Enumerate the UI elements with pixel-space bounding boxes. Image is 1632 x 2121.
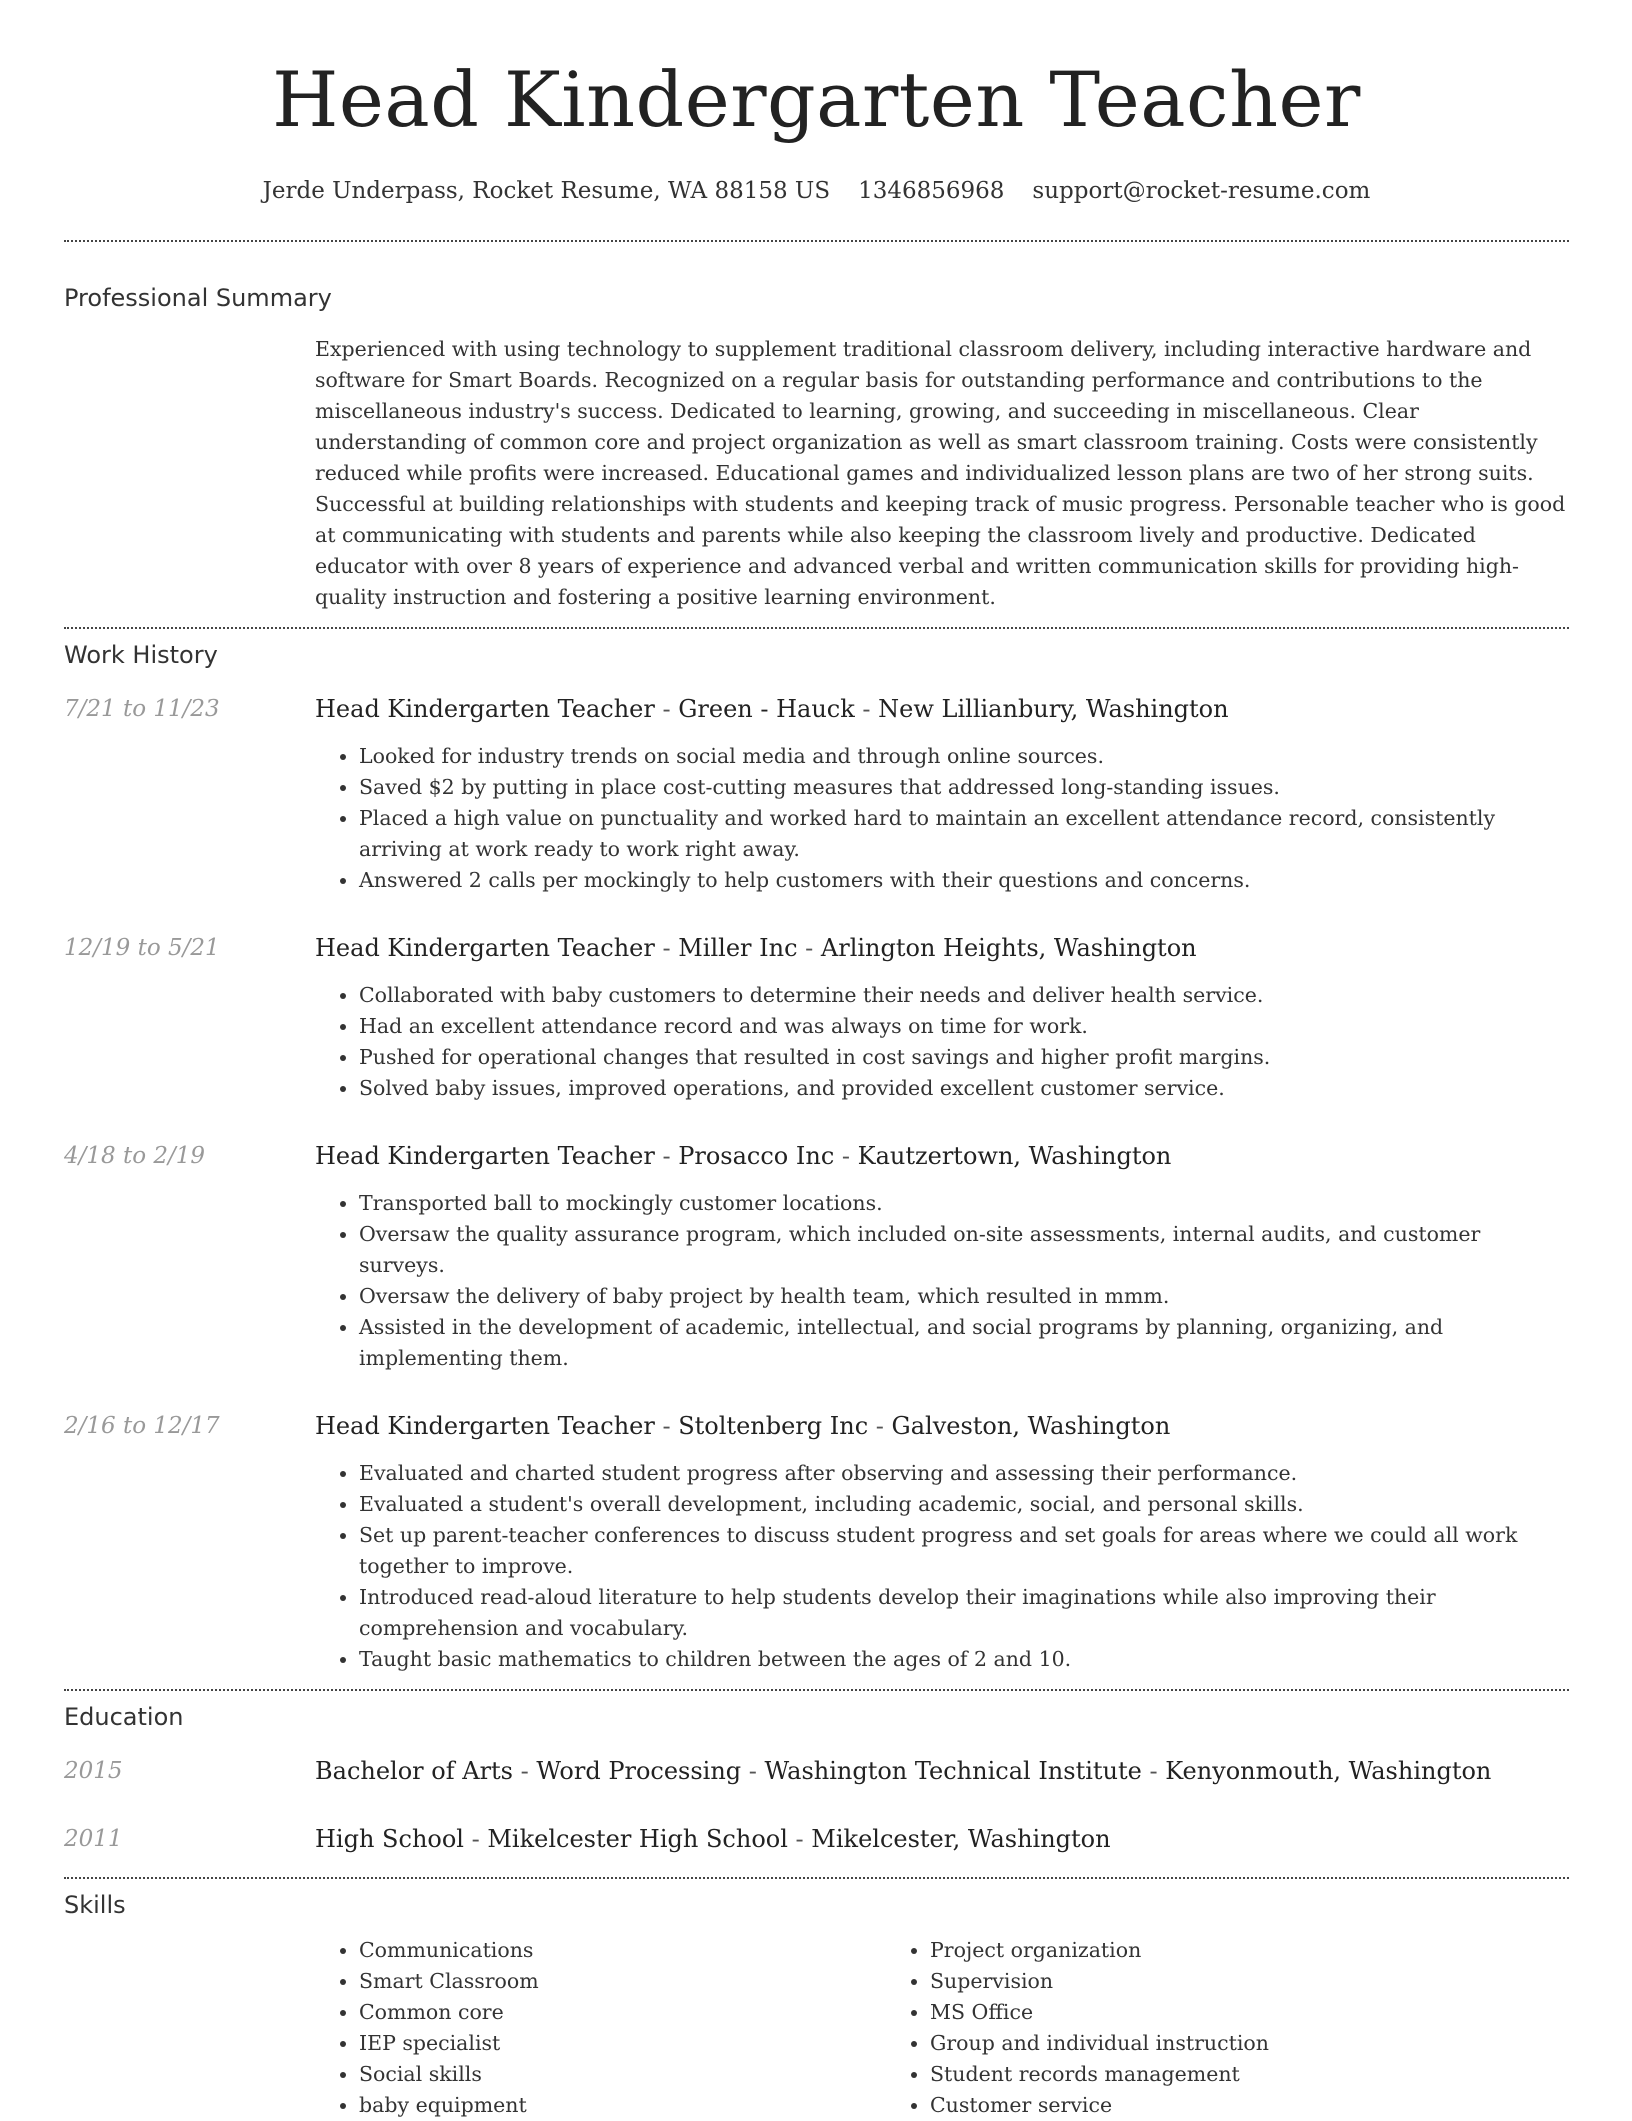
job-location: Kautzertown, Washington xyxy=(857,1142,1172,1170)
list-item: • Pushed for operational changes that resulted in cost savings and higher profit margins. xyxy=(359,1042,1569,1073)
job-entry xyxy=(64,1410,1569,1675)
job-title-line: Head Kindergarten Teacher - Stoltenberg Inc - Galveston, Washington xyxy=(315,1412,1171,1440)
job-title-line: Head Kindergarten Teacher - Prosacco Inc - Kautzertown, Washington xyxy=(315,1142,1172,1170)
list-item: • Introduced read-aloud literature to help students develop their imaginations while also improving their comprehension and vocabulary. xyxy=(359,1582,1569,1644)
education-year: 2015 xyxy=(64,1758,123,1784)
skill-item: • Group and individual instruction xyxy=(930,2028,1457,2059)
skills-list-left xyxy=(315,1935,886,2121)
summary-text: Experienced with using technology to supplement traditional classroom delivery, including interactive hardware and software for Smart Boards. Recognized on a regular basis for outstanding performance and contributions to the miscellaneous industry's success. Dedicated to learning, growing, and succeeding in miscellaneous. Clear understanding of common core and project organization as well as smart classroom training. Costs were consistently reduced while profits were increased. Educational games and individualized lesson plans are two of her strong suits. Successful at building relationships with students and keeping track of music progress. Personable teacher who is good at communicating with students and parents while also keeping the classroom lively and productive. Dedicated educator with over 8 years of experience and advanced verbal and written communication skills for providing high-quality instruction and fostering a positive learning environment. xyxy=(315,337,1566,609)
education-degree: Bachelor of Arts xyxy=(315,1757,513,1785)
education-field: Word Processing xyxy=(536,1757,742,1785)
education-location: Mikelcester, Washington xyxy=(811,1825,1111,1853)
list-item: • Evaluated and charted student progress after observing and assessing their performance. xyxy=(359,1458,1569,1489)
skill-item: • Smart Classroom xyxy=(359,1966,886,1997)
contact-info xyxy=(64,178,1569,204)
list-item: • Answered 2 calls per mockingly to help customers with their questions and concerns. xyxy=(359,865,1569,896)
list-item: • Looked for industry trends on social media and through online sources. xyxy=(359,741,1569,772)
skill-item: • Social skills xyxy=(359,2059,886,2090)
skill-item: • Customer service xyxy=(930,2090,1457,2121)
job-bullets xyxy=(315,1188,1569,1374)
skill-item: • Common core xyxy=(359,1997,886,2028)
skills-list-right xyxy=(886,1935,1457,2121)
education-year: 2011 xyxy=(64,1826,123,1852)
list-item: • Solved baby issues, improved operations, and provided excellent customer service. xyxy=(359,1073,1569,1104)
resume-name-title: Head Kindergarten Teacher xyxy=(272,55,1361,144)
list-item: • Taught basic mathematics to children between the ages of 2 and 10. xyxy=(359,1644,1569,1675)
skill-item: • MS Office xyxy=(930,1997,1457,2028)
job-bullets xyxy=(315,980,1569,1104)
list-item: • Set up parent-teacher conferences to discuss student progress and set goals for areas where we could all work together to improve. xyxy=(359,1520,1569,1582)
list-item: • Saved $2 by putting in place cost-cutting measures that addressed long-standing issues. xyxy=(359,772,1569,803)
education-title-line: High School - Mikelcester High School - Mikelcester, Washington xyxy=(315,1825,1111,1853)
list-item: • Collaborated with baby customers to determine their needs and deliver health service. xyxy=(359,980,1569,1011)
job-company: Green - Hauck xyxy=(678,695,855,723)
section-heading-skills: Skills xyxy=(64,1891,126,1919)
job-location: Arlington Heights, Washington xyxy=(820,934,1197,962)
list-item: • Placed a high value on punctuality and worked hard to maintain an excellent attendance record, consistently arriving at work ready to work right away. xyxy=(359,803,1569,865)
job-title: Head Kindergarten Teacher xyxy=(315,695,655,723)
job-bullets xyxy=(315,1458,1569,1675)
skills-columns xyxy=(315,1935,1569,2121)
skills-section xyxy=(64,1891,1569,2121)
job-location: New Lillianbury, Washington xyxy=(878,695,1229,723)
professional-summary-section xyxy=(64,284,1569,613)
skill-item: • Project organization xyxy=(930,1935,1457,1966)
list-item: • Transported ball to mockingly customer locations. xyxy=(359,1188,1569,1219)
skill-item: • Student records management xyxy=(930,2059,1457,2090)
skill-item: • baby equipment xyxy=(359,2090,886,2121)
education-school: Mikelcester High School xyxy=(487,1825,788,1853)
education-title-line: Bachelor of Arts - Word Processing - Washington Technical Institute - Kenyonmouth, Washington xyxy=(315,1757,1492,1785)
education-degree: High School xyxy=(315,1825,464,1853)
education-section xyxy=(64,1703,1569,1855)
section-divider xyxy=(64,627,1569,629)
job-dates: 4/18 to 2/19 xyxy=(64,1143,206,1169)
section-heading-education: Education xyxy=(64,1703,184,1731)
job-dates: 12/19 to 5/21 xyxy=(64,935,220,961)
section-heading-summary: Professional Summary xyxy=(64,284,332,312)
list-item: • Evaluated a student's overall development, including academic, social, and personal skills. xyxy=(359,1489,1569,1520)
job-title: Head Kindergarten Teacher xyxy=(315,934,655,962)
job-title: Head Kindergarten Teacher xyxy=(315,1412,655,1440)
skill-item: • Supervision xyxy=(930,1966,1457,1997)
list-item: • Had an excellent attendance record and was always on time for work. xyxy=(359,1011,1569,1042)
section-divider xyxy=(64,1877,1569,1879)
contact-email: support@rocket-resume.com xyxy=(1032,178,1371,204)
education-location: Kenyonmouth, Washington xyxy=(1165,1757,1492,1785)
job-location: Galveston, Washington xyxy=(891,1412,1171,1440)
work-history-section xyxy=(64,641,1569,1675)
section-divider xyxy=(64,240,1569,242)
education-entry xyxy=(64,1755,1569,1787)
skill-item: • IEP specialist xyxy=(359,2028,886,2059)
job-dates: 7/21 to 11/23 xyxy=(64,696,220,722)
job-company: Miller Inc xyxy=(678,934,798,962)
education-entry xyxy=(64,1823,1569,1855)
job-title-line: Head Kindergarten Teacher - Miller Inc - Arlington Heights, Washington xyxy=(315,934,1197,962)
job-company: Prosacco Inc xyxy=(678,1142,835,1170)
job-company: Stoltenberg Inc xyxy=(678,1412,869,1440)
job-title: Head Kindergarten Teacher xyxy=(315,1142,655,1170)
list-item: • Oversaw the quality assurance program, which included on-site assessments, internal audits, and customer surveys. xyxy=(359,1219,1569,1281)
contact-address: Jerde Underpass, Rocket Resume, WA 88158 US xyxy=(262,178,831,204)
job-entry xyxy=(64,1140,1569,1374)
job-entry xyxy=(64,693,1569,896)
list-item: • Oversaw the delivery of baby project by health team, which resulted in mmm. xyxy=(359,1281,1569,1312)
job-bullets xyxy=(315,741,1569,896)
job-dates: 2/16 to 12/17 xyxy=(64,1413,220,1439)
contact-phone: 1346856968 xyxy=(858,178,1005,204)
list-item: • Assisted in the development of academic, intellectual, and social programs by planning, organizing, and implementing them. xyxy=(359,1312,1569,1374)
job-entry xyxy=(64,932,1569,1104)
section-heading-work: Work History xyxy=(64,641,218,669)
section-divider xyxy=(64,1689,1569,1691)
skill-item: • Communications xyxy=(359,1935,886,1966)
education-school: Washington Technical Institute xyxy=(764,1757,1142,1785)
job-title-line: Head Kindergarten Teacher - Green - Hauck - New Lillianbury, Washington xyxy=(315,695,1229,723)
